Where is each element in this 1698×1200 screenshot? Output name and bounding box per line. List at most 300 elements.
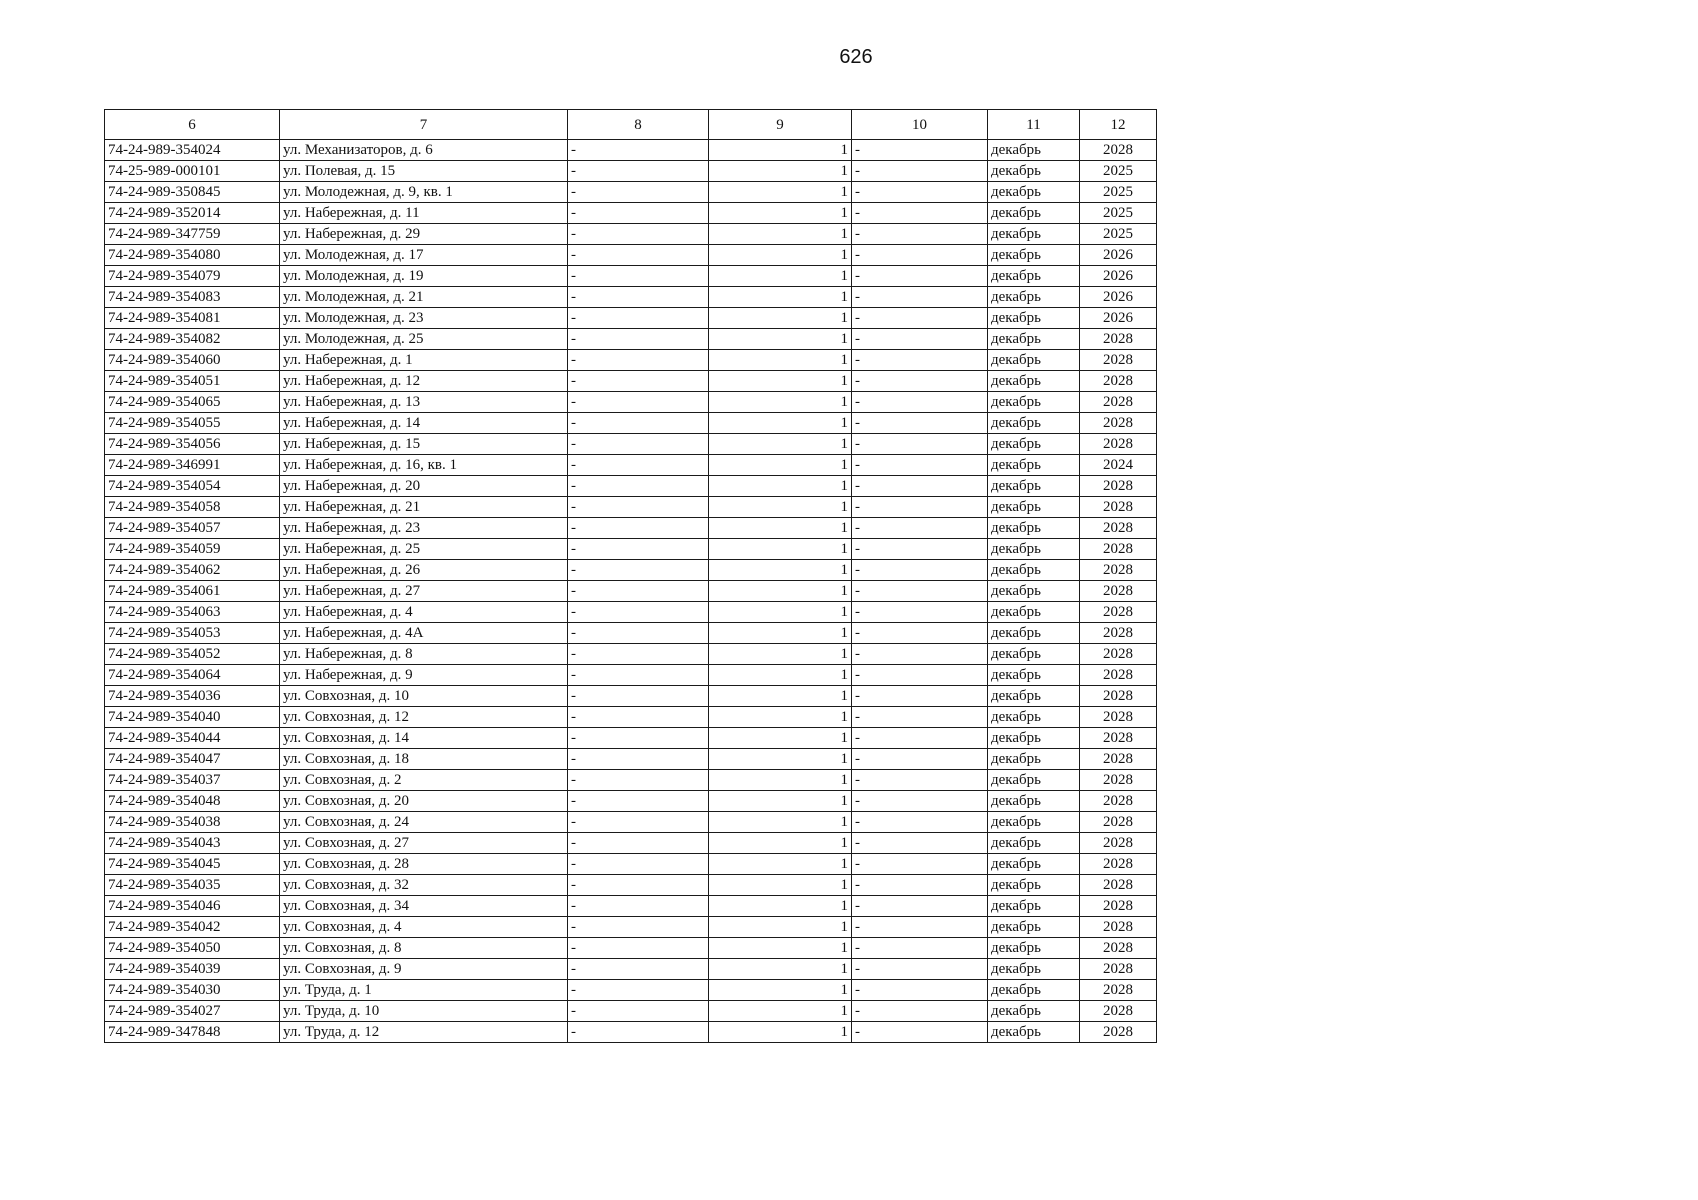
year-cell: 2028 xyxy=(1080,665,1157,686)
quantity-cell: 1 xyxy=(709,224,852,245)
month-cell: декабрь xyxy=(988,875,1080,896)
column-10-cell: - xyxy=(852,560,988,581)
year-cell: 2028 xyxy=(1080,917,1157,938)
quantity-cell: 1 xyxy=(709,770,852,791)
year-cell: 2028 xyxy=(1080,371,1157,392)
quantity-cell: 1 xyxy=(709,329,852,350)
month-cell: декабрь xyxy=(988,917,1080,938)
cadastral-number-cell: 74-24-989-354064 xyxy=(105,665,280,686)
address-cell: ул. Полевая, д. 15 xyxy=(280,161,568,182)
column-10-cell: - xyxy=(852,602,988,623)
year-cell: 2026 xyxy=(1080,308,1157,329)
quantity-cell: 1 xyxy=(709,959,852,980)
column-8-cell: - xyxy=(568,182,709,203)
column-8-cell: - xyxy=(568,686,709,707)
table-row xyxy=(105,896,1157,917)
column-10-cell: - xyxy=(852,245,988,266)
month-cell: декабрь xyxy=(988,392,1080,413)
column-10-cell: - xyxy=(852,518,988,539)
column-header: 12 xyxy=(1080,110,1157,140)
month-cell: декабрь xyxy=(988,749,1080,770)
column-10-cell: - xyxy=(852,371,988,392)
year-cell: 2028 xyxy=(1080,1022,1157,1043)
address-cell: ул. Набережная, д. 8 xyxy=(280,644,568,665)
year-cell: 2028 xyxy=(1080,728,1157,749)
quantity-cell: 1 xyxy=(709,560,852,581)
month-cell: декабрь xyxy=(988,329,1080,350)
header-row xyxy=(105,110,1157,140)
cadastral-number-cell: 74-24-989-354046 xyxy=(105,896,280,917)
year-cell: 2025 xyxy=(1080,224,1157,245)
cadastral-number-cell: 74-24-989-354048 xyxy=(105,791,280,812)
quantity-cell: 1 xyxy=(709,392,852,413)
year-cell: 2028 xyxy=(1080,770,1157,791)
column-8-cell: - xyxy=(568,749,709,770)
address-cell: ул. Набережная, д. 27 xyxy=(280,581,568,602)
table-header xyxy=(105,110,1157,140)
table-row xyxy=(105,560,1157,581)
cadastral-number-cell: 74-24-989-354080 xyxy=(105,245,280,266)
table-row xyxy=(105,749,1157,770)
cadastral-number-cell: 74-24-989-350845 xyxy=(105,182,280,203)
year-cell: 2028 xyxy=(1080,791,1157,812)
table-row xyxy=(105,665,1157,686)
quantity-cell: 1 xyxy=(709,749,852,770)
quantity-cell: 1 xyxy=(709,497,852,518)
quantity-cell: 1 xyxy=(709,1001,852,1022)
column-10-cell: - xyxy=(852,623,988,644)
table-row xyxy=(105,854,1157,875)
address-cell: ул. Набережная, д. 12 xyxy=(280,371,568,392)
column-8-cell: - xyxy=(568,224,709,245)
year-cell: 2028 xyxy=(1080,476,1157,497)
address-cell: ул. Молодежная, д. 21 xyxy=(280,287,568,308)
quantity-cell: 1 xyxy=(709,287,852,308)
column-8-cell: - xyxy=(568,896,709,917)
month-cell: декабрь xyxy=(988,980,1080,1001)
column-10-cell: - xyxy=(852,392,988,413)
quantity-cell: 1 xyxy=(709,644,852,665)
year-cell: 2028 xyxy=(1080,833,1157,854)
address-cell: ул. Набережная, д. 14 xyxy=(280,413,568,434)
table-row xyxy=(105,539,1157,560)
column-10-cell: - xyxy=(852,1001,988,1022)
address-cell: ул. Совхозная, д. 34 xyxy=(280,896,568,917)
cadastral-number-cell: 74-24-989-354056 xyxy=(105,434,280,455)
cadastral-number-cell: 74-24-989-354059 xyxy=(105,539,280,560)
cadastral-number-cell: 74-24-989-354051 xyxy=(105,371,280,392)
column-8-cell: - xyxy=(568,329,709,350)
quantity-cell: 1 xyxy=(709,245,852,266)
address-cell: ул. Набережная, д. 15 xyxy=(280,434,568,455)
quantity-cell: 1 xyxy=(709,938,852,959)
cadastral-number-cell: 74-24-989-354044 xyxy=(105,728,280,749)
table-row xyxy=(105,371,1157,392)
table-row xyxy=(105,581,1157,602)
quantity-cell: 1 xyxy=(709,707,852,728)
table-row xyxy=(105,770,1157,791)
year-cell: 2028 xyxy=(1080,1001,1157,1022)
column-10-cell: - xyxy=(852,707,988,728)
column-10-cell: - xyxy=(852,581,988,602)
year-cell: 2026 xyxy=(1080,287,1157,308)
month-cell: декабрь xyxy=(988,644,1080,665)
column-10-cell: - xyxy=(852,938,988,959)
cadastral-number-cell: 74-25-989-000101 xyxy=(105,161,280,182)
cadastral-number-cell: 74-24-989-354058 xyxy=(105,497,280,518)
year-cell: 2028 xyxy=(1080,707,1157,728)
table-row xyxy=(105,1022,1157,1043)
cadastral-number-cell: 74-24-989-347848 xyxy=(105,1022,280,1043)
table-row xyxy=(105,308,1157,329)
address-cell: ул. Совхозная, д. 18 xyxy=(280,749,568,770)
address-cell: ул. Труда, д. 1 xyxy=(280,980,568,1001)
cadastral-number-cell: 74-24-989-354038 xyxy=(105,812,280,833)
month-cell: декабрь xyxy=(988,350,1080,371)
year-cell: 2028 xyxy=(1080,497,1157,518)
table-row xyxy=(105,959,1157,980)
table-body xyxy=(105,140,1157,1043)
year-cell: 2028 xyxy=(1080,350,1157,371)
column-8-cell: - xyxy=(568,770,709,791)
table-row xyxy=(105,623,1157,644)
table-row xyxy=(105,938,1157,959)
quantity-cell: 1 xyxy=(709,812,852,833)
column-8-cell: - xyxy=(568,1022,709,1043)
month-cell: декабрь xyxy=(988,581,1080,602)
month-cell: декабрь xyxy=(988,959,1080,980)
address-cell: ул. Совхозная, д. 32 xyxy=(280,875,568,896)
cadastral-number-cell: 74-24-989-354065 xyxy=(105,392,280,413)
year-cell: 2028 xyxy=(1080,539,1157,560)
address-cell: ул. Молодежная, д. 23 xyxy=(280,308,568,329)
cadastral-number-cell: 74-24-989-354039 xyxy=(105,959,280,980)
column-10-cell: - xyxy=(852,308,988,329)
column-10-cell: - xyxy=(852,203,988,224)
address-cell: ул. Набережная, д. 4 xyxy=(280,602,568,623)
address-cell: ул. Набережная, д. 11 xyxy=(280,203,568,224)
month-cell: декабрь xyxy=(988,161,1080,182)
month-cell: декабрь xyxy=(988,1001,1080,1022)
column-10-cell: - xyxy=(852,854,988,875)
month-cell: декабрь xyxy=(988,938,1080,959)
cadastral-number-cell: 74-24-989-354061 xyxy=(105,581,280,602)
quantity-cell: 1 xyxy=(709,518,852,539)
column-10-cell: - xyxy=(852,959,988,980)
month-cell: декабрь xyxy=(988,560,1080,581)
column-8-cell: - xyxy=(568,623,709,644)
table-row xyxy=(105,917,1157,938)
column-10-cell: - xyxy=(852,770,988,791)
cadastral-number-cell: 74-24-989-347759 xyxy=(105,224,280,245)
column-8-cell: - xyxy=(568,266,709,287)
address-cell: ул. Совхозная, д. 12 xyxy=(280,707,568,728)
month-cell: декабрь xyxy=(988,140,1080,161)
table-row xyxy=(105,644,1157,665)
table-row xyxy=(105,140,1157,161)
month-cell: декабрь xyxy=(988,266,1080,287)
table-row xyxy=(105,791,1157,812)
column-10-cell: - xyxy=(852,224,988,245)
table-row xyxy=(105,707,1157,728)
quantity-cell: 1 xyxy=(709,140,852,161)
cadastral-number-cell: 74-24-989-354060 xyxy=(105,350,280,371)
month-cell: декабрь xyxy=(988,1022,1080,1043)
cadastral-number-cell: 74-24-989-354082 xyxy=(105,329,280,350)
table-row xyxy=(105,686,1157,707)
month-cell: декабрь xyxy=(988,623,1080,644)
table-row xyxy=(105,287,1157,308)
address-cell: ул. Набережная, д. 20 xyxy=(280,476,568,497)
quantity-cell: 1 xyxy=(709,896,852,917)
address-cell: ул. Совхозная, д. 27 xyxy=(280,833,568,854)
column-8-cell: - xyxy=(568,371,709,392)
column-10-cell: - xyxy=(852,434,988,455)
column-8-cell: - xyxy=(568,875,709,896)
address-cell: ул. Набережная, д. 26 xyxy=(280,560,568,581)
column-8-cell: - xyxy=(568,707,709,728)
month-cell: декабрь xyxy=(988,308,1080,329)
month-cell: декабрь xyxy=(988,896,1080,917)
address-cell: ул. Набережная, д. 4А xyxy=(280,623,568,644)
table-row xyxy=(105,413,1157,434)
column-10-cell: - xyxy=(852,539,988,560)
address-cell: ул. Совхозная, д. 24 xyxy=(280,812,568,833)
month-cell: декабрь xyxy=(988,602,1080,623)
address-cell: ул. Труда, д. 12 xyxy=(280,1022,568,1043)
table-row xyxy=(105,266,1157,287)
cadastral-number-cell: 74-24-989-354050 xyxy=(105,938,280,959)
year-cell: 2028 xyxy=(1080,854,1157,875)
year-cell: 2028 xyxy=(1080,749,1157,770)
address-cell: ул. Набережная, д. 1 xyxy=(280,350,568,371)
cadastral-number-cell: 74-24-989-354042 xyxy=(105,917,280,938)
address-cell: ул. Труда, д. 10 xyxy=(280,1001,568,1022)
table-row xyxy=(105,812,1157,833)
column-10-cell: - xyxy=(852,350,988,371)
column-10-cell: - xyxy=(852,455,988,476)
month-cell: декабрь xyxy=(988,770,1080,791)
quantity-cell: 1 xyxy=(709,1022,852,1043)
column-10-cell: - xyxy=(852,476,988,497)
cadastral-number-cell: 74-24-989-354054 xyxy=(105,476,280,497)
month-cell: декабрь xyxy=(988,833,1080,854)
year-cell: 2025 xyxy=(1080,161,1157,182)
column-8-cell: - xyxy=(568,203,709,224)
year-cell: 2028 xyxy=(1080,560,1157,581)
cadastral-number-cell: 74-24-989-354057 xyxy=(105,518,280,539)
month-cell: декабрь xyxy=(988,686,1080,707)
column-10-cell: - xyxy=(852,875,988,896)
column-10-cell: - xyxy=(852,287,988,308)
cadastral-number-cell: 74-24-989-354030 xyxy=(105,980,280,1001)
quantity-cell: 1 xyxy=(709,413,852,434)
quantity-cell: 1 xyxy=(709,203,852,224)
address-cell: ул. Механизаторов, д. 6 xyxy=(280,140,568,161)
table-row xyxy=(105,392,1157,413)
table-row xyxy=(105,476,1157,497)
month-cell: декабрь xyxy=(988,245,1080,266)
cadastral-number-cell: 74-24-989-354081 xyxy=(105,308,280,329)
address-cell: ул. Совхозная, д. 20 xyxy=(280,791,568,812)
month-cell: декабрь xyxy=(988,371,1080,392)
column-8-cell: - xyxy=(568,728,709,749)
column-8-cell: - xyxy=(568,455,709,476)
year-cell: 2028 xyxy=(1080,413,1157,434)
month-cell: декабрь xyxy=(988,476,1080,497)
address-cell: ул. Набережная, д. 25 xyxy=(280,539,568,560)
quantity-cell: 1 xyxy=(709,434,852,455)
cadastral-number-cell: 74-24-989-354024 xyxy=(105,140,280,161)
month-cell: декабрь xyxy=(988,812,1080,833)
month-cell: декабрь xyxy=(988,182,1080,203)
month-cell: декабрь xyxy=(988,413,1080,434)
month-cell: декабрь xyxy=(988,539,1080,560)
column-8-cell: - xyxy=(568,812,709,833)
month-cell: декабрь xyxy=(988,455,1080,476)
address-cell: ул. Набережная, д. 21 xyxy=(280,497,568,518)
column-8-cell: - xyxy=(568,350,709,371)
year-cell: 2028 xyxy=(1080,392,1157,413)
month-cell: декабрь xyxy=(988,707,1080,728)
address-cell: ул. Совхозная, д. 8 xyxy=(280,938,568,959)
month-cell: декабрь xyxy=(988,518,1080,539)
table-row xyxy=(105,455,1157,476)
month-cell: декабрь xyxy=(988,287,1080,308)
column-header: 8 xyxy=(568,110,709,140)
cadastral-number-cell: 74-24-989-354037 xyxy=(105,770,280,791)
column-10-cell: - xyxy=(852,686,988,707)
year-cell: 2028 xyxy=(1080,581,1157,602)
table-row xyxy=(105,434,1157,455)
page-number: 626 xyxy=(839,46,873,68)
quantity-cell: 1 xyxy=(709,161,852,182)
cadastral-number-cell: 74-24-989-354053 xyxy=(105,623,280,644)
cadastral-number-cell: 74-24-989-352014 xyxy=(105,203,280,224)
address-cell: ул. Молодежная, д. 9, кв. 1 xyxy=(280,182,568,203)
cadastral-number-cell: 74-24-989-354040 xyxy=(105,707,280,728)
column-10-cell: - xyxy=(852,644,988,665)
column-8-cell: - xyxy=(568,791,709,812)
cadastral-number-cell: 74-24-989-346991 xyxy=(105,455,280,476)
column-8-cell: - xyxy=(568,245,709,266)
column-10-cell: - xyxy=(852,497,988,518)
quantity-cell: 1 xyxy=(709,371,852,392)
column-8-cell: - xyxy=(568,581,709,602)
table-row xyxy=(105,728,1157,749)
cadastral-number-cell: 74-24-989-354083 xyxy=(105,287,280,308)
year-cell: 2028 xyxy=(1080,875,1157,896)
month-cell: декабрь xyxy=(988,203,1080,224)
column-8-cell: - xyxy=(568,938,709,959)
column-10-cell: - xyxy=(852,182,988,203)
column-8-cell: - xyxy=(568,392,709,413)
cadastral-number-cell: 74-24-989-354063 xyxy=(105,602,280,623)
table-row xyxy=(105,245,1157,266)
year-cell: 2028 xyxy=(1080,896,1157,917)
cadastral-number-cell: 74-24-989-354079 xyxy=(105,266,280,287)
year-cell: 2025 xyxy=(1080,203,1157,224)
quantity-cell: 1 xyxy=(709,833,852,854)
cadastral-number-cell: 74-24-989-354035 xyxy=(105,875,280,896)
address-cell: ул. Молодежная, д. 19 xyxy=(280,266,568,287)
address-cell: ул. Совхозная, д. 9 xyxy=(280,959,568,980)
cadastral-number-cell: 74-24-989-354036 xyxy=(105,686,280,707)
cadastral-number-cell: 74-24-989-354055 xyxy=(105,413,280,434)
year-cell: 2028 xyxy=(1080,623,1157,644)
column-10-cell: - xyxy=(852,896,988,917)
month-cell: декабрь xyxy=(988,434,1080,455)
column-8-cell: - xyxy=(568,161,709,182)
table-row xyxy=(105,329,1157,350)
table-row xyxy=(105,518,1157,539)
table-row xyxy=(105,875,1157,896)
month-cell: декабрь xyxy=(988,224,1080,245)
column-10-cell: - xyxy=(852,413,988,434)
column-10-cell: - xyxy=(852,917,988,938)
month-cell: декабрь xyxy=(988,497,1080,518)
cadastral-number-cell: 74-24-989-354043 xyxy=(105,833,280,854)
quantity-cell: 1 xyxy=(709,686,852,707)
column-8-cell: - xyxy=(568,497,709,518)
address-cell: ул. Совхозная, д. 4 xyxy=(280,917,568,938)
address-cell: ул. Совхозная, д. 10 xyxy=(280,686,568,707)
column-10-cell: - xyxy=(852,749,988,770)
month-cell: декабрь xyxy=(988,728,1080,749)
address-cell: ул. Набережная, д. 29 xyxy=(280,224,568,245)
quantity-cell: 1 xyxy=(709,308,852,329)
column-8-cell: - xyxy=(568,665,709,686)
address-cell: ул. Набережная, д. 9 xyxy=(280,665,568,686)
quantity-cell: 1 xyxy=(709,266,852,287)
table-row xyxy=(105,497,1157,518)
month-cell: декабрь xyxy=(988,854,1080,875)
column-8-cell: - xyxy=(568,560,709,581)
cadastral-number-cell: 74-24-989-354047 xyxy=(105,749,280,770)
column-10-cell: - xyxy=(852,140,988,161)
column-8-cell: - xyxy=(568,413,709,434)
address-cell: ул. Совхозная, д. 14 xyxy=(280,728,568,749)
address-cell: ул. Набережная, д. 23 xyxy=(280,518,568,539)
column-8-cell: - xyxy=(568,602,709,623)
year-cell: 2028 xyxy=(1080,434,1157,455)
month-cell: декабрь xyxy=(988,791,1080,812)
quantity-cell: 1 xyxy=(709,854,852,875)
column-8-cell: - xyxy=(568,644,709,665)
address-cell: ул. Молодежная, д. 25 xyxy=(280,329,568,350)
column-10-cell: - xyxy=(852,329,988,350)
quantity-cell: 1 xyxy=(709,455,852,476)
year-cell: 2028 xyxy=(1080,644,1157,665)
year-cell: 2026 xyxy=(1080,245,1157,266)
column-10-cell: - xyxy=(852,161,988,182)
column-8-cell: - xyxy=(568,539,709,560)
column-8-cell: - xyxy=(568,287,709,308)
year-cell: 2028 xyxy=(1080,518,1157,539)
year-cell: 2028 xyxy=(1080,329,1157,350)
cadastral-number-cell: 74-24-989-354062 xyxy=(105,560,280,581)
quantity-cell: 1 xyxy=(709,182,852,203)
column-10-cell: - xyxy=(852,980,988,1001)
registry-table xyxy=(104,109,1157,1043)
address-cell: ул. Набережная, д. 16, кв. 1 xyxy=(280,455,568,476)
column-header: 6 xyxy=(105,110,280,140)
quantity-cell: 1 xyxy=(709,917,852,938)
column-8-cell: - xyxy=(568,140,709,161)
table-row xyxy=(105,980,1157,1001)
table-row xyxy=(105,161,1157,182)
column-10-cell: - xyxy=(852,728,988,749)
